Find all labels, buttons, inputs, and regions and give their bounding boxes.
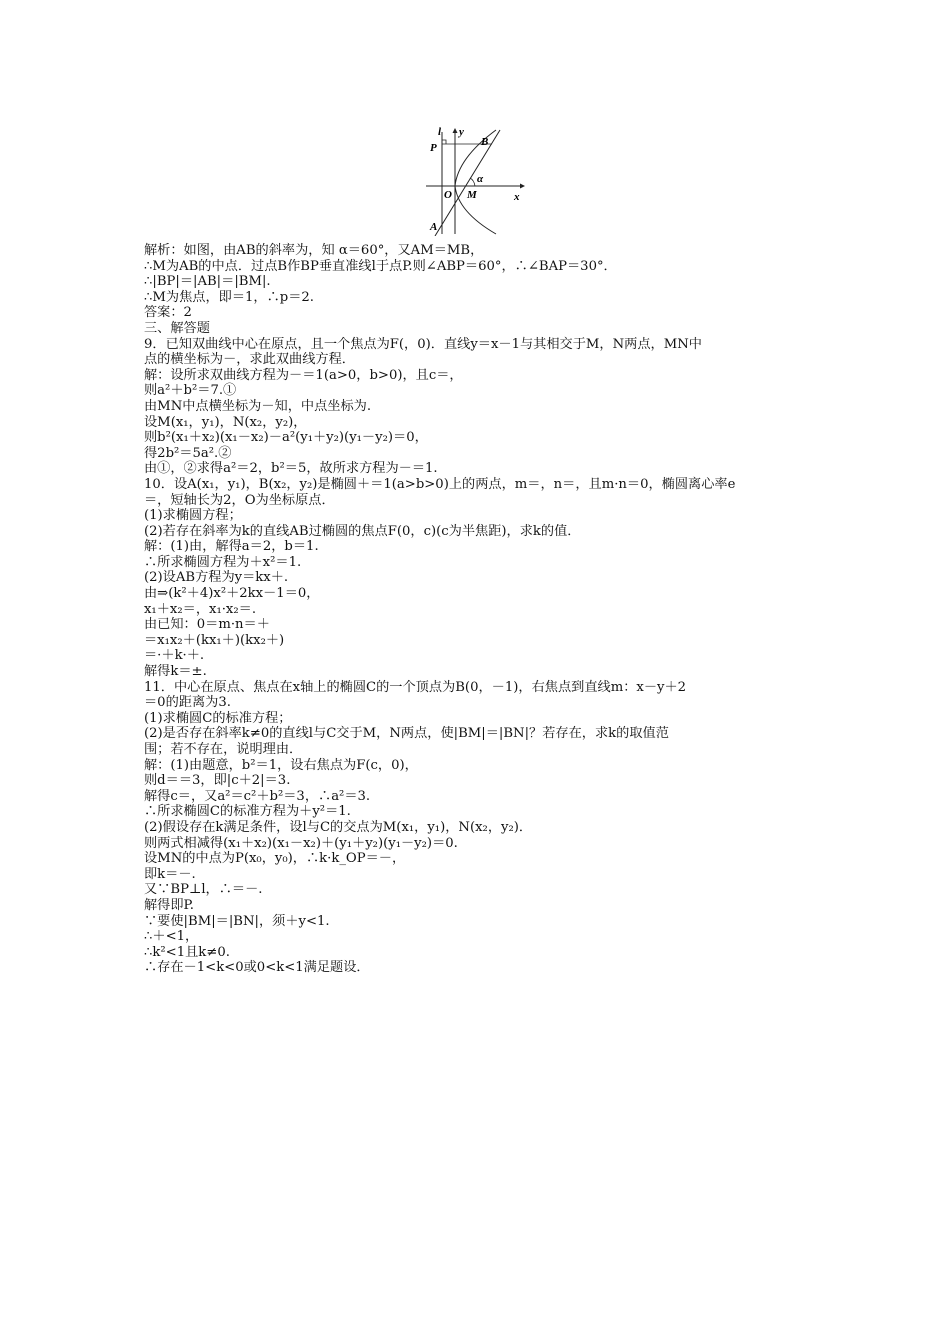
text-line: 解得c＝，又a²＝c²＋b²＝3，∴a²＝3.: [144, 788, 371, 804]
text-line: 由①，②求得a²＝2，b²＝5，故所求方程为－＝1.: [144, 461, 438, 477]
text-line: 解：(1)由，解得a＝2，b＝1.: [144, 539, 319, 555]
text-line: ∴|BP|＝|AB|＝|BM|.: [144, 274, 271, 290]
line-ab: [435, 130, 500, 236]
text-line: 得2b²＝5a².②: [144, 445, 232, 461]
text-line: 解得即P.: [144, 897, 194, 913]
text-line: 即k＝－.: [144, 866, 196, 882]
text-line: 设MN的中点为P(x₀，y₀)，∴k·k_OP＝－，: [144, 851, 406, 867]
label-x: x: [514, 191, 520, 203]
text-line: ∴所求椭圆C的标准方程为＋y²＝1.: [144, 804, 351, 820]
text-line: ∴＋<1，: [144, 929, 199, 945]
text-line: 则两式相减得(x₁＋x₂)(x₁－x₂)＋(y₁＋y₂)(y₁－y₂)＝0.: [144, 835, 458, 851]
text-line: 由已知：0＝m·n＝＋: [144, 617, 270, 633]
text-line: (1)求椭圆C的标准方程；: [144, 710, 292, 726]
text-line: 解：(1)由题意，b²＝1，设右焦点为F(c，0)，: [144, 757, 418, 773]
label-a: A: [430, 221, 438, 233]
text-line: 点的横坐标为－，求此双曲线方程．: [144, 352, 355, 368]
label-l: l: [438, 126, 442, 138]
text-line: 由MN中点横坐标为－知，中点坐标为.: [144, 398, 372, 414]
text-line: ＝，短轴长为2，O为坐标原点．: [144, 492, 335, 508]
text-line: 设M(x₁，y₁)，N(x₂，y₂)，: [144, 414, 307, 430]
text-line: x₁＋x₂＝，x₁·x₂＝.: [144, 601, 257, 617]
y-axis-arrow: [453, 128, 458, 133]
text-line: (2)若存在斜率为k的直线AB过椭圆的焦点F(0，c)(c为半焦距)，求k的值．: [144, 523, 581, 539]
text-line: ∵要使|BM|＝|BN|，须＋y<1.: [144, 913, 330, 929]
text-line: (2)假设存在k满足条件，设l与C的交点为M(x₁，y₁)，N(x₂，y₂)．: [144, 819, 533, 835]
label-o: O: [444, 189, 452, 201]
text-line: 三、解答题: [144, 320, 210, 336]
label-p: P: [430, 142, 437, 154]
text-line: 又∵BP⊥l，∴＝－.: [144, 882, 263, 898]
text-line: ∴存在－1<k<0或0<k<1满足题设．: [144, 960, 370, 976]
right-angle-mark: [442, 140, 446, 144]
text-line: ∴M为AB的中点．过点B作BP垂直准线l于点P.则∠ABP＝60°，∴∠BAP＝30°．: [144, 258, 617, 274]
text-line: 解：设所求双曲线方程为－＝1(a>0，b>0)，且c＝，: [144, 367, 463, 383]
text-line: 11．中心在原点、焦点在x轴上的椭圆C的一个顶点为B(0，－1)，右焦点到直线m：x－y＋2: [144, 679, 687, 695]
text-line: (2)设AB方程为y＝kx＋.: [144, 570, 289, 586]
text-line: 解得k＝±.: [144, 664, 207, 680]
text-line: 9．已知双曲线中心在原点，且一个焦点为F(，0)．直线y＝x－1与其相交于M，N两点，MN中: [144, 336, 702, 352]
text-line: ∴k²<1且k≠0.: [144, 944, 230, 960]
label-m: M: [467, 189, 477, 201]
text-line: (1)求椭圆方程；: [144, 508, 242, 524]
text-line: 则a²＋b²＝7.①: [144, 383, 237, 399]
x-axis-arrow: [520, 184, 525, 189]
label-alpha: α: [477, 173, 484, 185]
label-b: B: [481, 136, 489, 148]
text-line: 由⇒(k²＋4)x²＋2kx－1＝0，: [144, 586, 320, 602]
geometry-figure: [420, 124, 532, 236]
angle-arc: [470, 178, 475, 186]
text-line: ＝0的距离为3.: [144, 695, 231, 711]
text-line: (2)是否存在斜率k≠0的直线l与C交于M，N两点，使|BM|＝|BN|？若存在，求k的取值范: [144, 726, 669, 742]
text-line: 10．设A(x₁，y₁)，B(x₂，y₂)是椭圆＋＝1(a>b>0)上的两点，m＝，n＝，且m·n＝0，椭圆离心率e: [144, 476, 736, 492]
label-y: y: [459, 126, 464, 138]
text-line: 围；若不存在，说明理由．: [144, 742, 303, 757]
text-line: 则d＝＝3，即|c＋2|＝3.: [144, 773, 291, 789]
text-line: 答案：2: [144, 305, 192, 321]
text-line: ∴M为焦点，即＝1，∴p＝2.: [144, 289, 314, 305]
solution-text: [144, 243, 816, 976]
text-line: 解析：如图，由AB的斜率为，知 α＝60°，又AM＝MB，: [144, 243, 484, 258]
text-line: ∴所求椭圆方程为＋x²＝1.: [144, 554, 302, 570]
text-line: 则b²(x₁＋x₂)(x₁－x₂)－a²(y₁＋y₂)(y₁－y₂)＝0，: [144, 430, 428, 446]
text-line: ＝x₁x₂＋(kx₁＋)(kx₂＋): [144, 632, 285, 648]
text-line: ＝·＋k·＋.: [144, 648, 205, 664]
